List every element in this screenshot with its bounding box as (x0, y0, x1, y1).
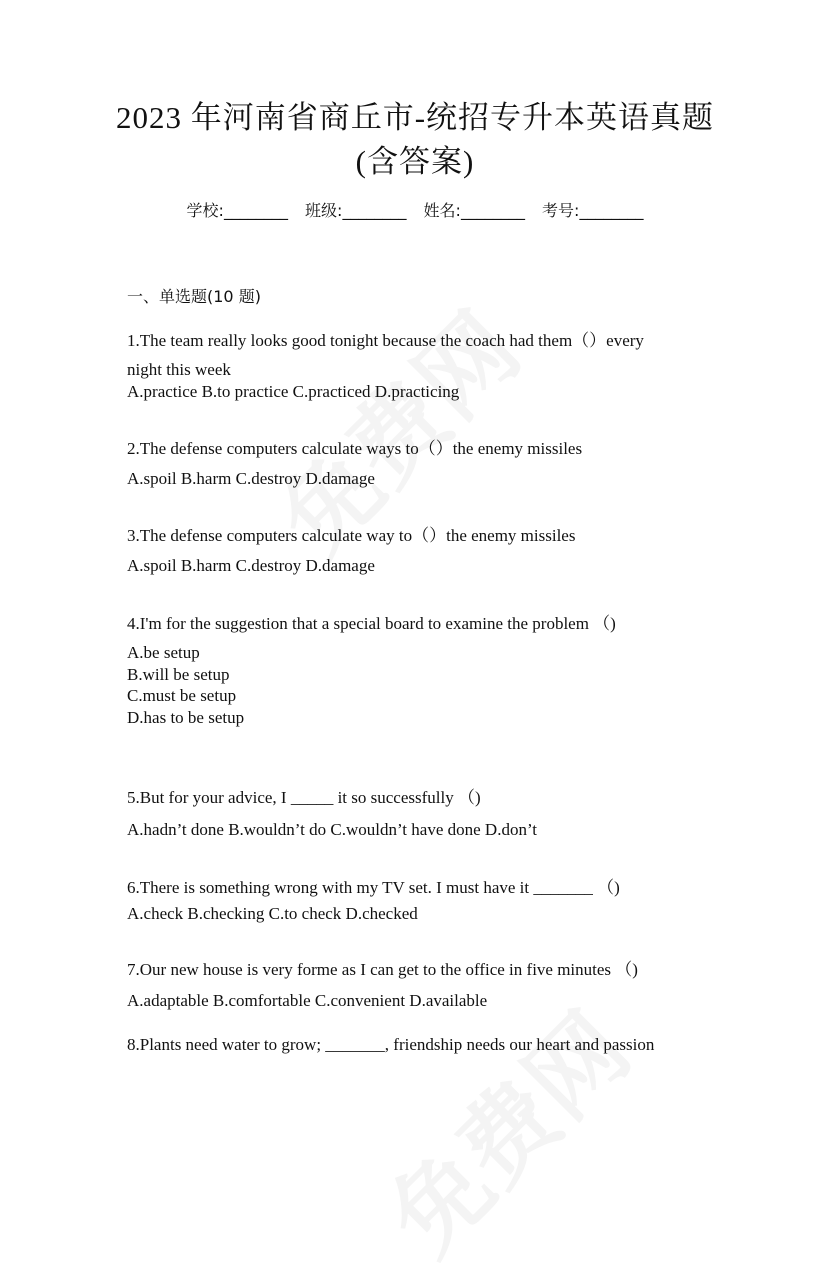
question-1-stem: 1.The team really looks good tonight because the coach had them（）every (127, 331, 644, 350)
question-8-stem: 8.Plants need water to grow; _______, friendship needs our heart and passion (127, 1035, 655, 1054)
question-4-stem: 4.I'm for the suggestion that a special board to examine the problem （) (127, 614, 616, 633)
question-5-stem: 5.But for your advice, I _____ it so successfully （) (127, 788, 481, 807)
name-field: 姓名:________ (423, 201, 525, 220)
question-2-stem: 2.The defense computers calculate ways to（）the enemy missiles (127, 439, 583, 458)
section-heading: 一、单选题(10 题) (127, 287, 261, 306)
question-5-options: A.hadn’t done B.wouldn’t do C.wouldn’t have done D.don’t (127, 820, 538, 839)
question-3-options: A.spoil B.harm C.destroy D.damage (127, 556, 375, 575)
question-6-stem: 6.There is something wrong with my TV set. I must have it _______ （) (127, 878, 620, 897)
question-4-option-a: A.be setup (127, 643, 200, 662)
question-6-options: A.check B.checking C.to check D.checked (127, 904, 418, 923)
question-7-stem: 7.Our new house is very forme as I can get to the office in five minutes （) (127, 960, 638, 979)
document-subtitle: (含答案) (355, 144, 475, 179)
watermark-mark (354, 978, 655, 1279)
student-info-fields (0, 198, 830, 221)
exam-number-field: 考号:________ (542, 201, 644, 220)
question-4-option-b: B.will be setup (127, 665, 230, 684)
document-title: 2023 年河南省商丘市-统招专升本英语真题 (115, 100, 715, 135)
question-4-option-d: D.has to be setup (127, 708, 245, 727)
question-7-options: A.adaptable B.comfortable C.convenient D.available (127, 991, 488, 1010)
question-3-stem: 3.The defense computers calculate way to（）the enemy missiles (127, 526, 576, 545)
question-2-options: A.spoil B.harm C.destroy D.damage (127, 469, 375, 488)
question-1-stem-continued: night this week (127, 360, 231, 379)
class-field: 班级:________ (305, 201, 407, 220)
school-field: 学校:________ (186, 201, 288, 220)
question-1-options: A.practice B.to practice C.practiced D.practicing (127, 382, 460, 401)
question-4-option-c: C.must be setup (127, 686, 237, 705)
